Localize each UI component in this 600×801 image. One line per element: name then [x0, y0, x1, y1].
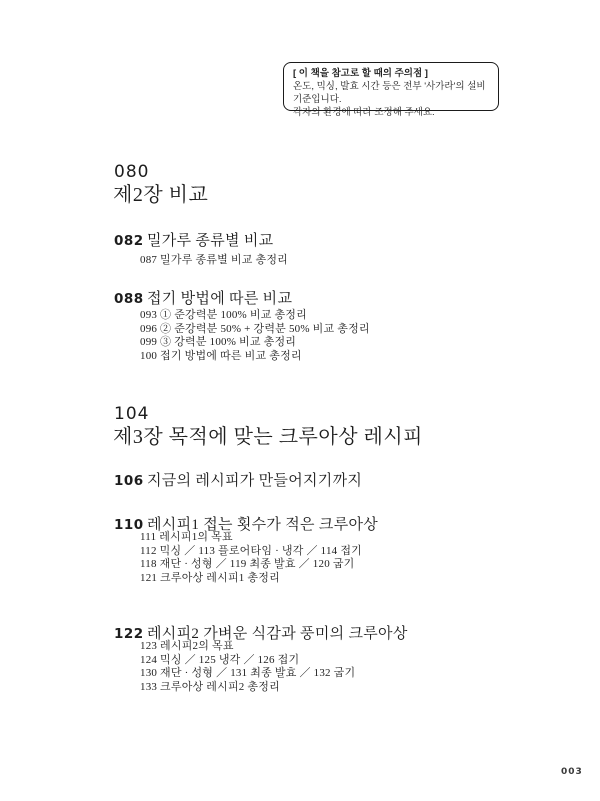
entry-page-number: 082 — [114, 233, 144, 249]
entry-page-number: 088 — [114, 291, 144, 307]
chapter-page-number: 080 — [114, 162, 150, 182]
note-line: 온도, 믹싱, 발효 시간 등은 전부 '사가라'의 설비 기준입니다. — [293, 81, 486, 105]
entry-title: 레시피2 가벼운 식감과 풍미의 크루아상 — [147, 626, 408, 642]
toc-subitem: 087 밀가루 종류별 비교 총정리 — [140, 254, 288, 266]
toc-sublist — [140, 640, 355, 694]
toc-subitem: 096 ② 준강력분 50% + 강력분 50% 비교 총정리 — [140, 322, 370, 335]
note-box — [283, 62, 499, 118]
toc-subitem: 121 크루아상 레시피1 총정리 — [140, 571, 280, 584]
entry-title: 레시피1 접는 횟수가 적은 크루아상 — [147, 517, 379, 533]
toc-subitem: 099 ③ 강력분 100% 비교 총정리 — [140, 336, 297, 348]
toc-subitem: 118 재단 · 성형 ／ 119 최종 발효 ／ 120 굽기 — [140, 558, 355, 570]
toc-sublist — [140, 309, 370, 363]
toc-subitem: 093 ① 준강력분 100% 비교 총정리 — [140, 309, 307, 321]
note-title: [ 이 책을 참고로 할 때의 주의점 ] — [293, 68, 428, 79]
toc-sublist — [140, 254, 288, 268]
chapter-page-number: 104 — [114, 404, 150, 424]
note-line: 각자의 환경에 따라 조정해 주세요. — [293, 107, 435, 118]
entry-title: 지금의 레시피가 만들어지기까지 — [147, 473, 363, 489]
toc-subitem: 124 믹싱 ／ 125 냉각 ／ 126 접기 — [140, 653, 300, 666]
entry-page-number: 106 — [114, 473, 144, 489]
entry-page-number: 110 — [114, 517, 144, 533]
page-number: 003 — [561, 767, 583, 777]
toc-subitem: 133 크루아상 레시피2 총정리 — [140, 680, 280, 693]
chapter-title: 제2장 비교 — [113, 184, 209, 206]
toc-entry — [114, 229, 273, 250]
toc-subitem: 112 믹싱 ／ 113 플로어타임 · 냉각 ／ 114 접기 — [140, 544, 362, 557]
entry-title: 밀가루 종류별 비교 — [147, 233, 274, 249]
toc-subitem: 100 접기 방법에 따른 비교 총정리 — [140, 349, 302, 362]
toc-subitem: 123 레시피2의 목표 — [140, 640, 234, 652]
entry-title: 접기 방법에 따른 비교 — [147, 291, 293, 307]
toc-entry — [114, 287, 292, 308]
toc-sublist — [140, 531, 362, 585]
chapter-title: 제3장 목적에 맞는 크루아상 레시피 — [113, 426, 423, 448]
toc-subitem: 111 레시피1의 목표 — [140, 531, 233, 543]
entry-page-number: 122 — [114, 626, 144, 642]
toc-subitem: 130 재단 · 성형 ／ 131 최종 발효 ／ 132 굽기 — [140, 667, 356, 679]
toc-entry — [114, 469, 362, 490]
